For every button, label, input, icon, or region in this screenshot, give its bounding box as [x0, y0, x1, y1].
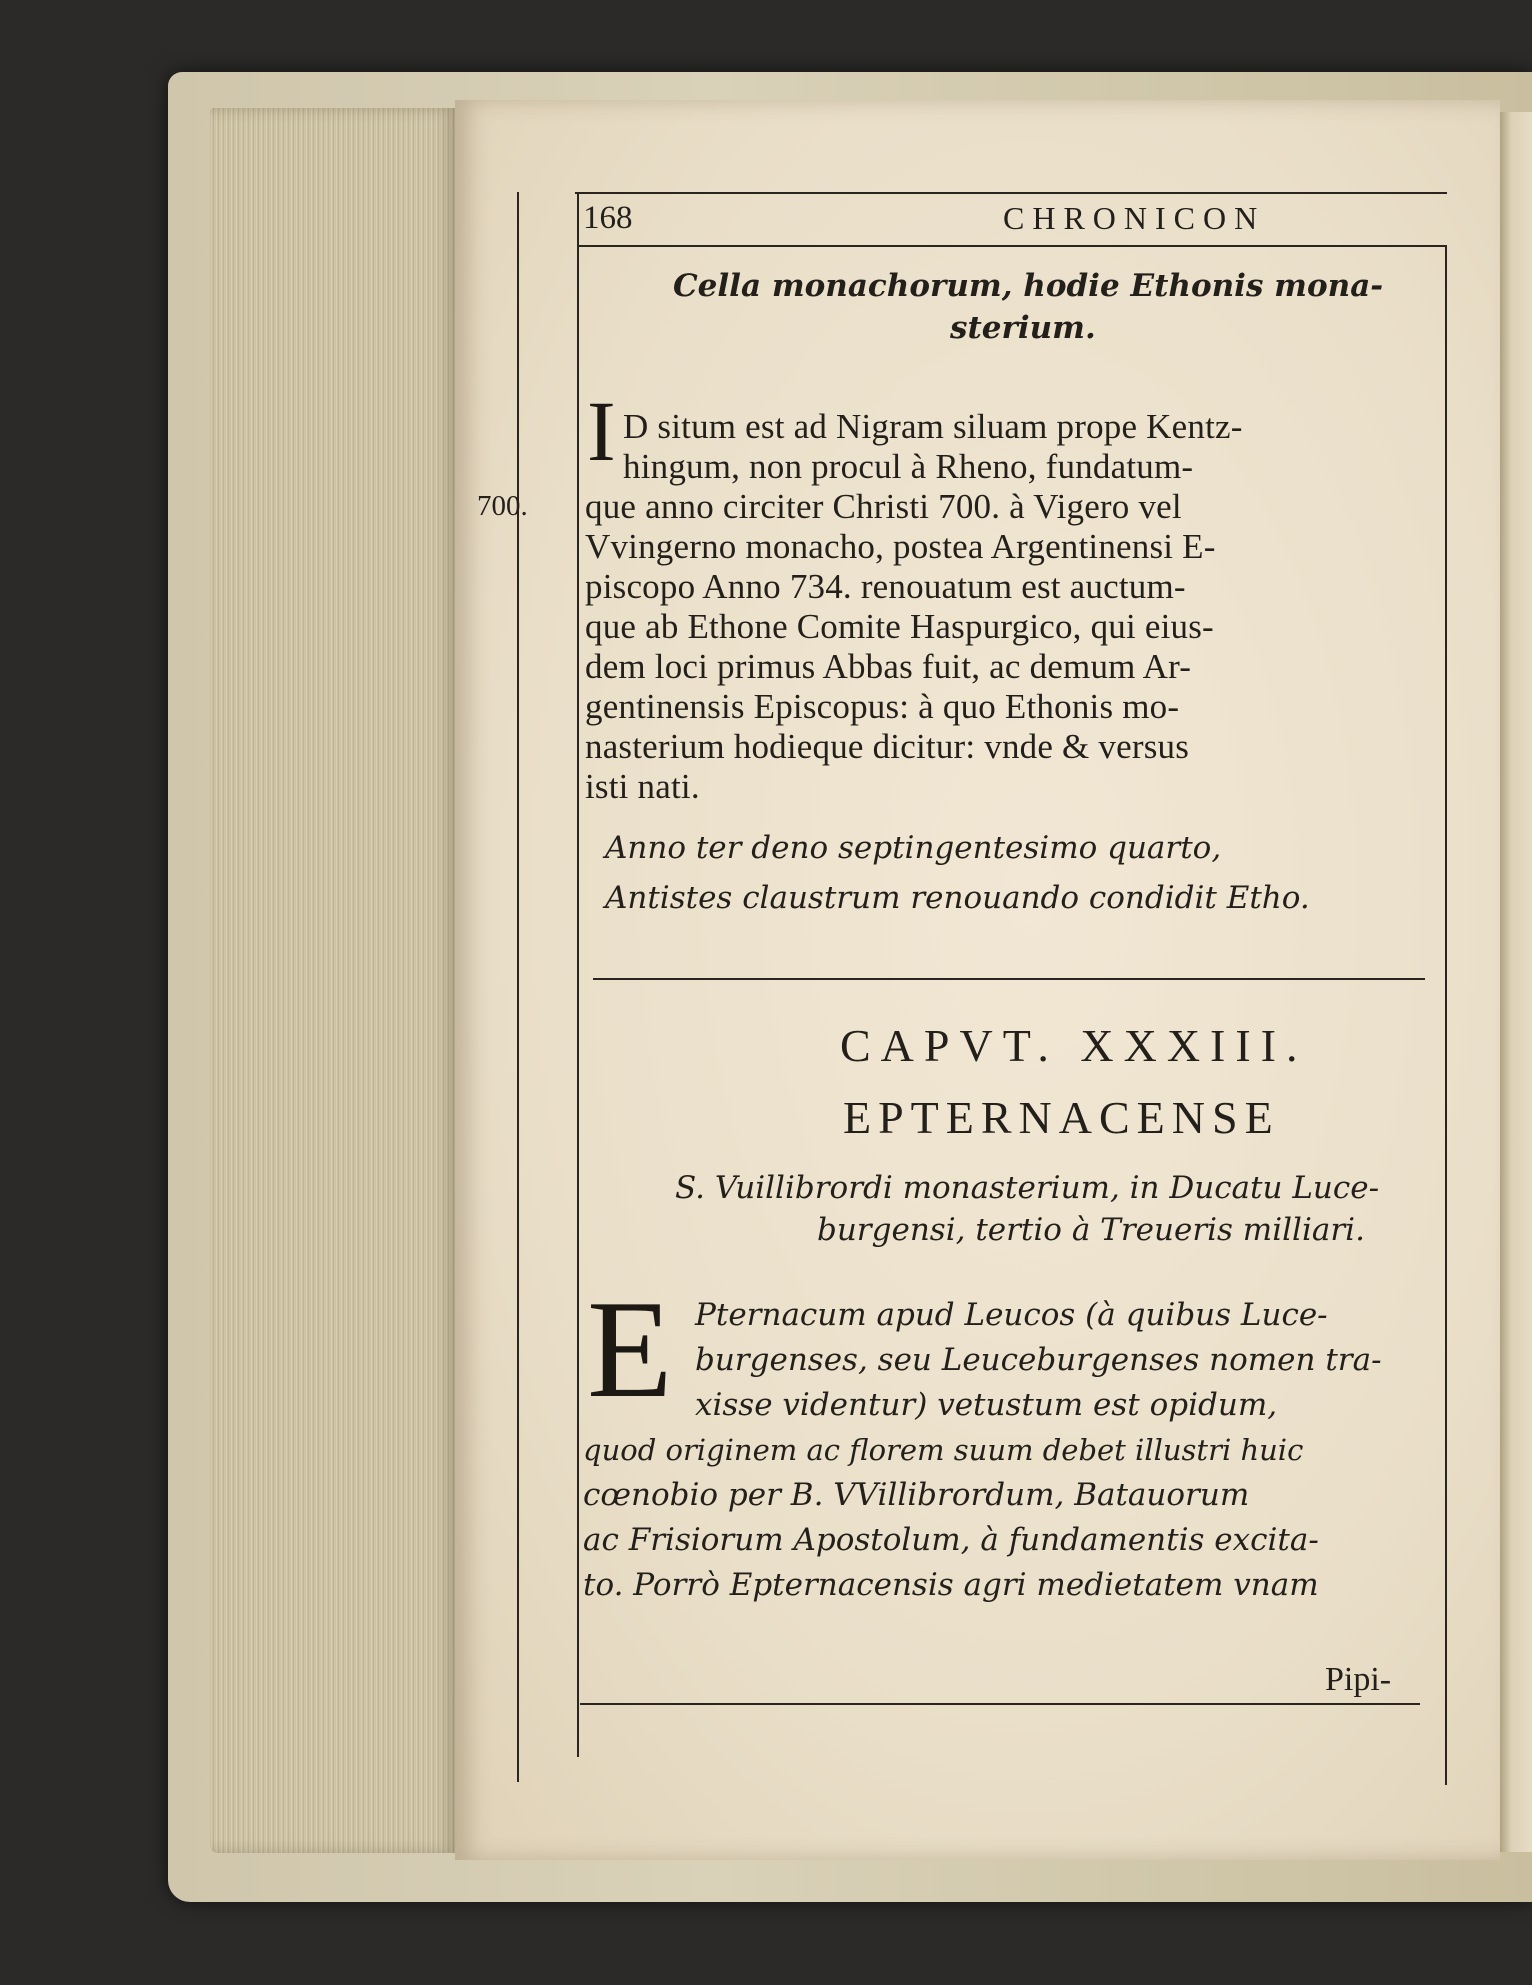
- facing-page-edge: [1498, 112, 1532, 1852]
- section1-paragraph-line: Vvingerno monacho, postea Argentinensi E-: [585, 527, 1216, 566]
- margin-date-note: 700.: [477, 490, 528, 522]
- chapter-title: CAPVT. XXXIII.: [840, 1020, 1308, 1071]
- section2-heading-line: burgensi, tertio à Treueris milliari.: [817, 1212, 1365, 1248]
- header-underline-rule: [577, 245, 1447, 247]
- book-page: [455, 100, 1500, 1860]
- section1-heading-line: sterium.: [950, 310, 1096, 346]
- section2-dropcap: E: [587, 1272, 673, 1427]
- section-divider-rule: [593, 978, 1425, 980]
- section1-paragraph-line: hingum, non procul à Rheno, fundatum-: [623, 447, 1194, 486]
- section1-paragraph-line: isti nati.: [585, 767, 700, 806]
- chapter-subtitle: EPTERNACENSE: [843, 1092, 1280, 1143]
- section1-paragraph-line: dem loci primus Abbas fuit, ac demum Ar-: [585, 647, 1192, 686]
- section1-paragraph-line: gentinensis Episcopus: à quo Ethonis mo-: [585, 687, 1180, 726]
- verse-line: Anno ter deno septingentesimo quarto,: [605, 830, 1222, 866]
- section1-paragraph-line: D situm est ad Nigram siluam prope Kentz-: [623, 407, 1243, 446]
- section2-paragraph-line: cœnobio per B. VVillibrordum, Batauorum: [583, 1477, 1250, 1513]
- page-edges: [210, 108, 458, 1853]
- section1-dropcap: I: [587, 383, 616, 479]
- section2-paragraph-line: xisse videntur) vetustum est opidum,: [695, 1387, 1278, 1423]
- text-column-right-rule: [1445, 245, 1447, 1785]
- section2-paragraph-line: ac Frisiorum Apostolum, à fundamentis excita-: [583, 1522, 1319, 1558]
- section2-heading-line: S. Vuillibrordi monasterium, in Ducatu Luce-: [675, 1170, 1380, 1206]
- page-number: 168: [583, 200, 633, 236]
- section1-heading-line: Cella monachorum, hodie Ethonis mona-: [673, 268, 1384, 304]
- section1-paragraph-line: que anno circiter Christi 700. à Vigero vel: [585, 487, 1182, 526]
- section2-paragraph-line: to. Porrò Epternacensis agri medietatem vnam: [583, 1567, 1319, 1603]
- section2-paragraph-line: quod originem ac florem suum debet illustri huic: [583, 1433, 1304, 1467]
- frame-bottom-rule: [580, 1703, 1420, 1705]
- section2-paragraph-line: Pternacum apud Leucos (à quibus Luce-: [695, 1297, 1328, 1333]
- catchword: Pipi-: [1325, 1661, 1392, 1698]
- running-title: CHRONICON: [1003, 200, 1266, 236]
- section1-paragraph-line: piscopo Anno 734. renouatum est auctum-: [585, 567, 1186, 606]
- section1-paragraph-line: que ab Ethone Comite Haspurgico, qui eius-: [585, 607, 1214, 646]
- frame-top-rule: [575, 192, 1447, 194]
- verse-line: Antistes claustrum renouando condidit Etho.: [605, 880, 1310, 916]
- section2-paragraph-line: burgenses, seu Leuceburgenses nomen tra-: [695, 1342, 1382, 1378]
- margin-column-left-rule: [517, 192, 519, 1782]
- section1-paragraph-line: nasterium hodieque dicitur: vnde & versus: [585, 727, 1190, 766]
- text-column-left-rule: [577, 192, 579, 1757]
